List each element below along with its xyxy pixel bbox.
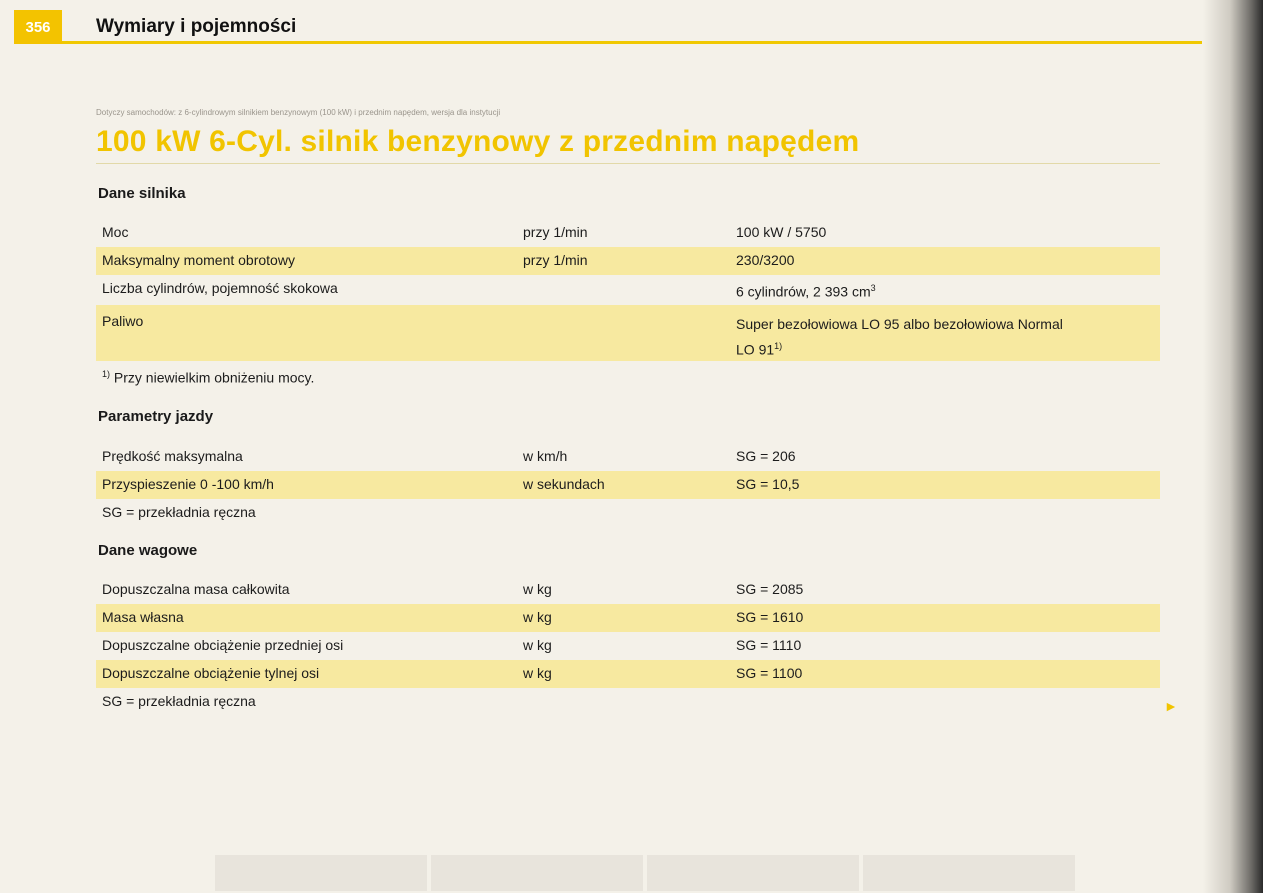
row-unit: w sekundach [523,476,605,492]
row-label: Masa własna [102,609,184,625]
row-value: SG = 10,5 [736,476,800,492]
intro-note: Dotyczy samochodów: z 6-cylindrowym silnikiem benzynowym (100 kW) i przednim napędem, wersja dla instytucji [96,108,501,117]
table-row [96,604,1160,632]
page-spine-shadow [1203,0,1263,893]
table-row [96,632,1160,660]
row-label: Dopuszczalne obciążenie przedniej osi [102,637,344,653]
row-value: 230/3200 [736,252,795,268]
row-label: Dopuszczalne obciążenie tylnej osi [102,665,320,681]
row-value: 6 cylindrów, 2 393 $cm^3$ [736,283,876,300]
row-label: Moc [102,224,129,240]
bottom-tab [647,855,859,891]
continue-arrow-icon: ► [1164,698,1178,714]
row-value: SG = 1110 [736,637,802,653]
table-row [96,443,1160,471]
row-unit: w kg [523,665,552,681]
row-unit: przy 1/min [523,252,588,268]
row-value: SG = 1610 [736,609,804,625]
row-value: SG = 206 [736,448,796,464]
row-label: Przyspieszenie 0 -100 km/h [102,476,274,492]
page-title: Wymiary i pojemności [96,16,297,37]
table-row [96,471,1160,499]
row-unit: przy 1/min [523,224,588,240]
title-divider [96,163,1160,164]
row-label: Liczba cylindrów, pojemność skokowa [102,280,338,296]
table-row [96,275,1160,305]
row-unit: w kg [523,581,552,597]
gearbox-note: SG = przekładnia ręczna [102,504,256,520]
bottom-tab [215,855,427,891]
bottom-tab [863,855,1075,891]
header-rule [62,41,1202,44]
bottom-tab-bar [215,855,1075,891]
row-label: Paliwo [102,313,144,329]
row-value: SG = 2085 [736,581,804,597]
bottom-tab [431,855,643,891]
row-unit: w kg [523,637,552,653]
row-label: Prędkość maksymalna [102,448,243,464]
row-unit: w kg [523,609,552,625]
page-number: 356 [14,10,62,44]
main-title: 100 kW 6-Cyl. silnik benzynowy z przednim napędem [96,125,860,158]
table-row [96,576,1160,604]
row-value: 100 kW / 5750 [736,224,827,240]
row-value: Super bezołowiowa LO 95 albo bezołowiowa Normal LO 91$^{1)}$ [736,316,1063,358]
section-heading-driving: Parametry jazdy [98,408,214,425]
row-label: Dopuszczalna masa całkowita [102,581,290,597]
row-label: Maksymalny moment obrotowy [102,252,295,268]
footnote: $^{1)}$ Przy niewielkim obniżeniu mocy. [102,369,315,386]
table-row [96,247,1160,275]
table-row [96,305,1160,361]
row-value: SG = 1100 [736,665,803,681]
row-unit: w km/h [523,448,568,464]
section-heading-weight: Dane wagowe [98,542,198,559]
gearbox-note: SG = przekładnia ręczna [102,693,256,709]
table-row [96,660,1160,688]
table-row [96,219,1160,247]
section-heading-engine: Dane silnika [98,185,186,202]
